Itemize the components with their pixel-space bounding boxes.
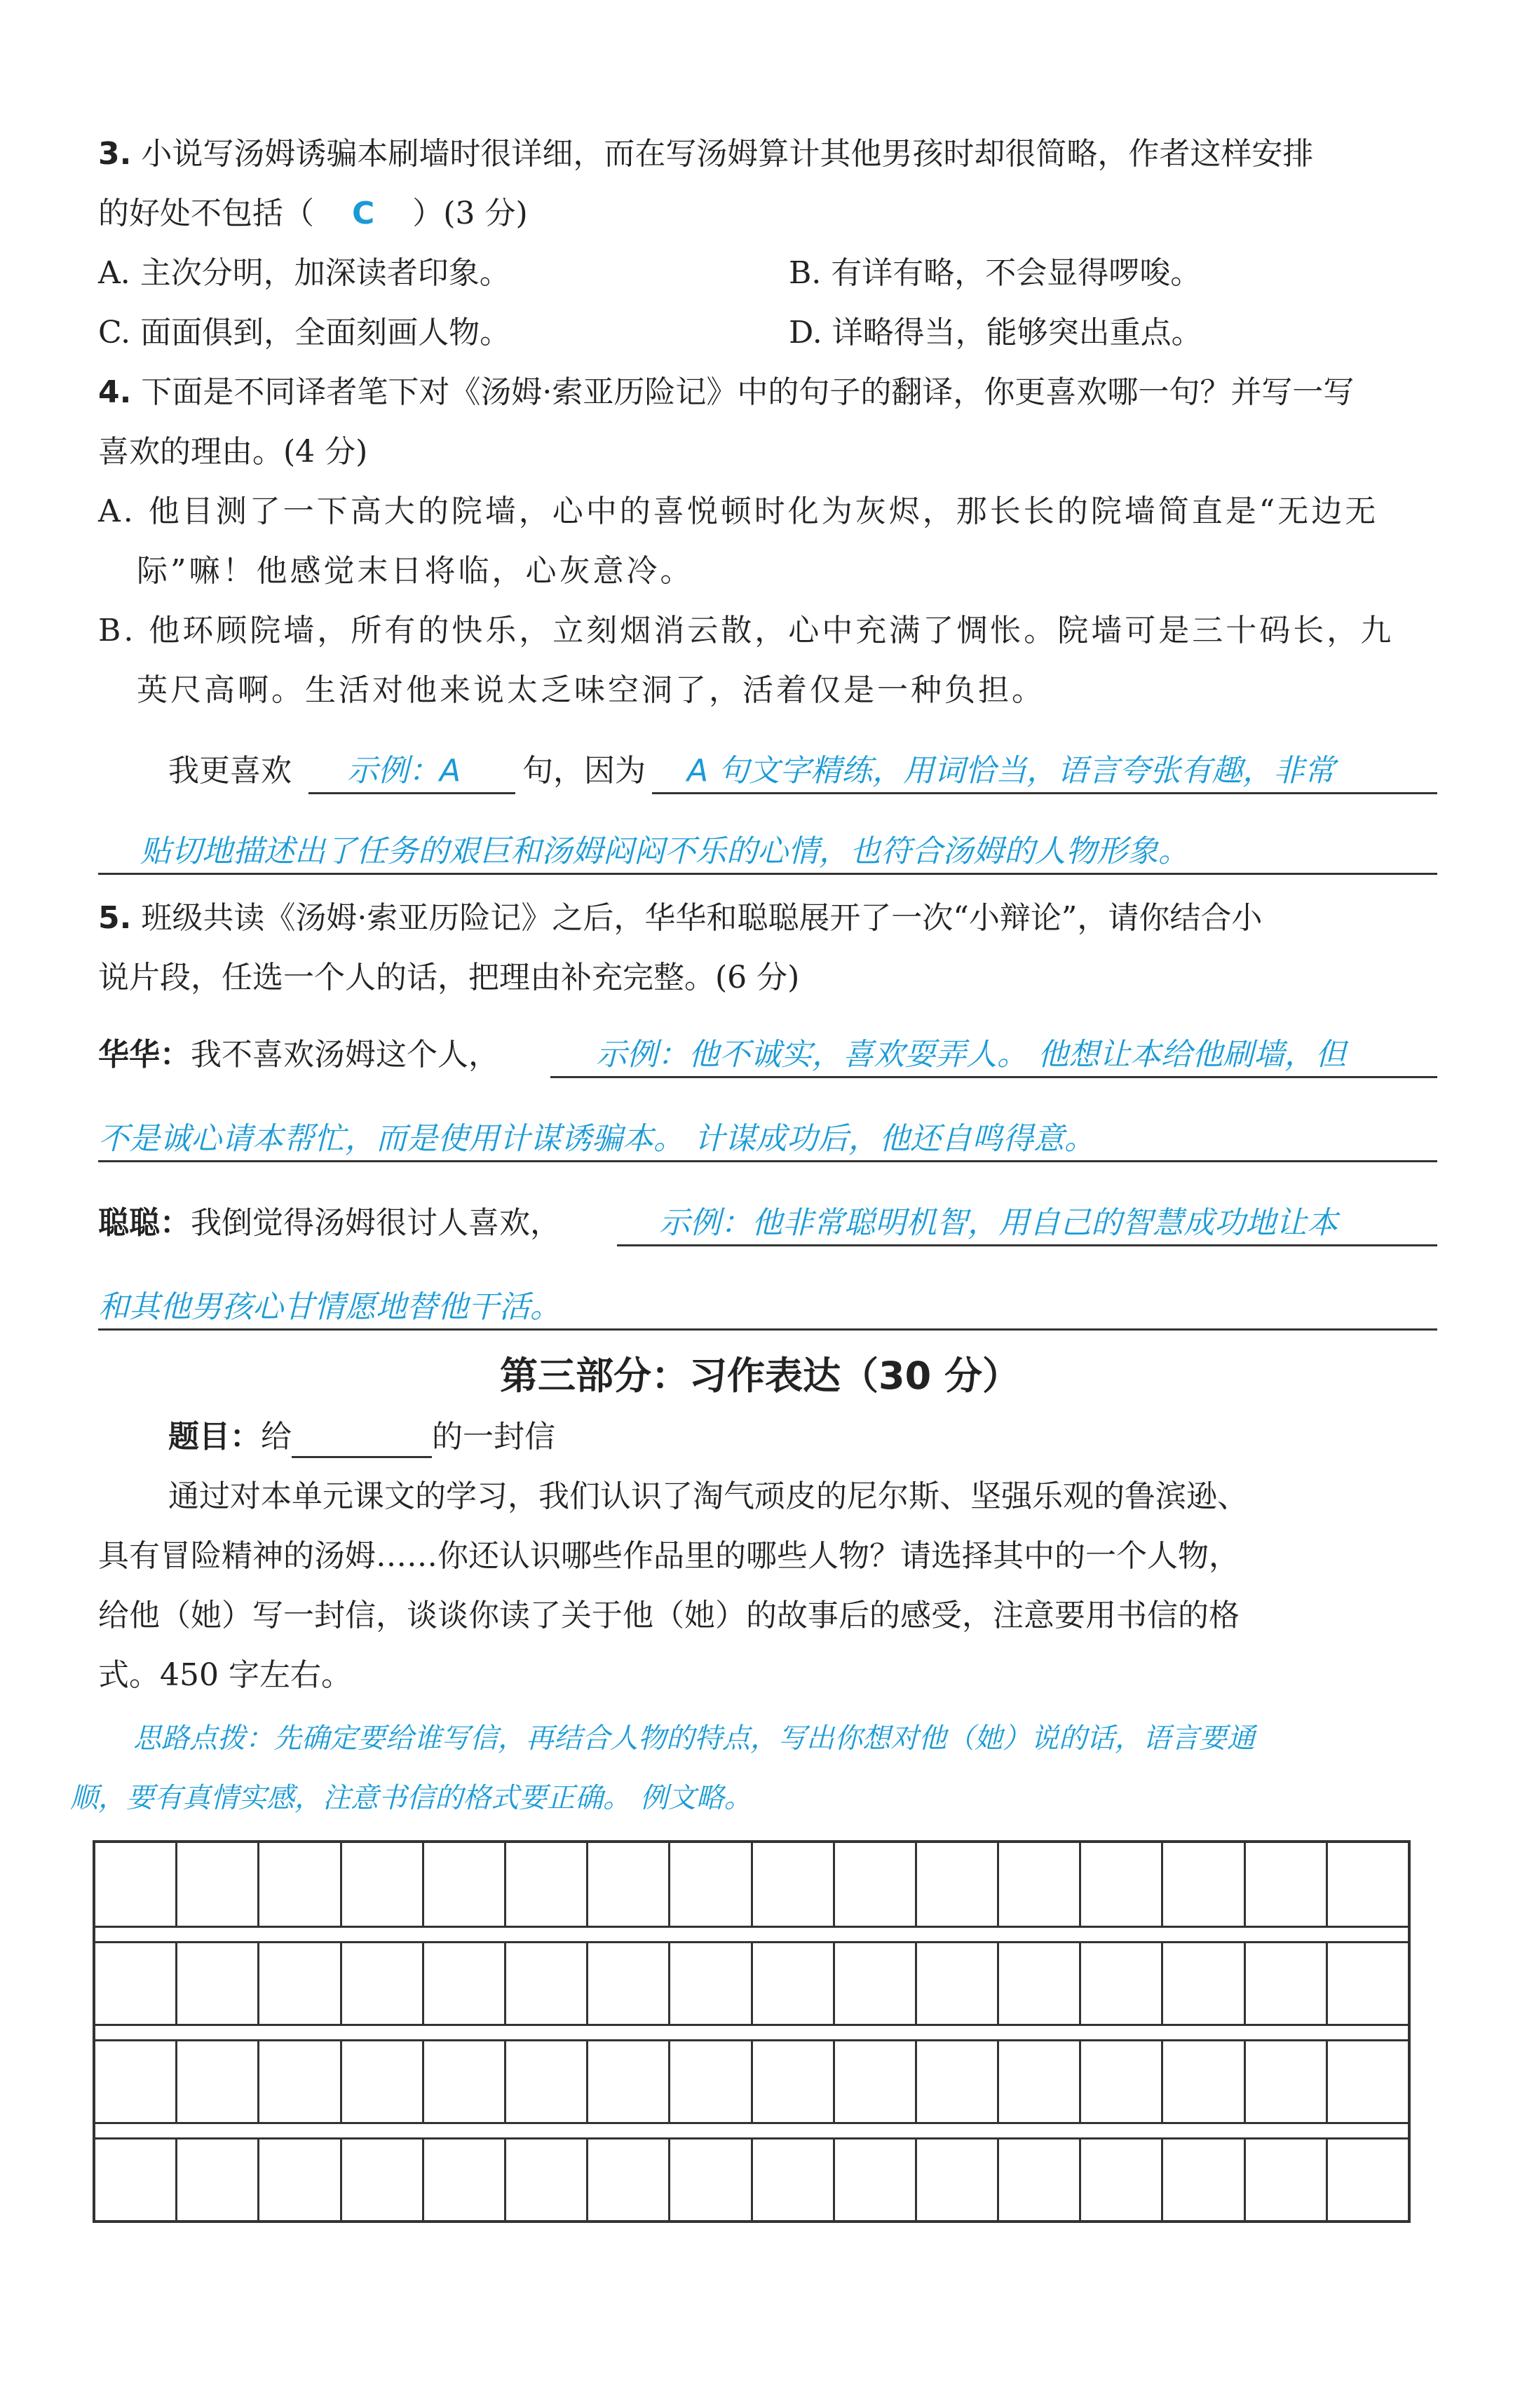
grid-cell[interactable]	[586, 2140, 668, 2220]
grid-cell[interactable]	[422, 2041, 504, 2122]
grid-cell[interactable]	[915, 2041, 997, 2122]
q3-number: 3.	[98, 136, 132, 172]
part3-topic-blank	[292, 1425, 432, 1458]
grid-cell[interactable]	[422, 1843, 504, 1926]
grid-row[interactable]	[95, 2039, 1408, 2122]
q3-stem-2b: ）(3 分)	[412, 196, 528, 231]
grid-cell[interactable]	[586, 1943, 668, 2024]
q5-number: 5.	[98, 900, 132, 936]
q5-congcong-answer-2: 和其他男孩心甘情愿地替他干活。	[98, 1289, 561, 1325]
grid-cell[interactable]	[586, 2041, 668, 2122]
grid-cell[interactable]	[1161, 1943, 1243, 2024]
q5-stem-1: 班级共读《汤姆·索亚历险记》之后，华华和聪聪展开了一次“小辩论”，请你结合小	[141, 900, 1263, 936]
q5-huahua-name: 华华：	[98, 1037, 191, 1073]
grid-cell[interactable]	[175, 2140, 257, 2220]
grid-cell[interactable]	[340, 1843, 422, 1926]
grid-cell[interactable]	[751, 2041, 833, 2122]
q3-stem-2a: 的好处不包括（	[98, 196, 314, 231]
grid-cell[interactable]	[1161, 2140, 1243, 2220]
grid-cell[interactable]	[1326, 1843, 1408, 1926]
grid-cell[interactable]	[1079, 2140, 1161, 2220]
q5-huahua-answer-2: 不是诚心请本帮忙，而是使用计谋诱骗本。 计谋成功后，他还自鸣得意。	[98, 1121, 1095, 1157]
grid-cell[interactable]	[504, 2140, 586, 2220]
q5-congcong-name: 聪聪：	[98, 1205, 191, 1241]
q4-reason-line1: A 句文字精练，用词恰当，语言夸张有趣，非常	[687, 753, 1336, 789]
part3-topic-a: 给	[261, 1419, 292, 1455]
grid-cell[interactable]	[422, 2140, 504, 2220]
grid-gap	[95, 2024, 1408, 2039]
grid-gap	[95, 2122, 1408, 2137]
grid-cell[interactable]	[1244, 1843, 1326, 1926]
grid-cell[interactable]	[1244, 2140, 1326, 2220]
part3-title: 第三部分：习作表达（30 分）	[500, 1354, 1020, 1398]
grid-cell[interactable]	[1244, 2041, 1326, 2122]
part3-hint-line1: 思路点拨：先确定要给谁写信，再结合人物的特点，写出你想对他（她）说的话，语言要通	[133, 1722, 1255, 1755]
q4-prefer-mid: 句，因为	[522, 753, 646, 789]
grid-cell[interactable]	[751, 2140, 833, 2220]
grid-cell[interactable]	[915, 1843, 997, 1926]
grid-cell[interactable]	[95, 1843, 175, 1926]
q4-number: 4.	[98, 374, 132, 410]
part3-topic-label: 题目：	[168, 1419, 261, 1455]
q3-answer: C	[352, 196, 375, 231]
part3-hint-line2: 顺，要有真情实感，注意书信的格式要正确。 例文略。	[70, 1782, 752, 1814]
writing-grid[interactable]	[93, 1840, 1411, 2223]
grid-cell[interactable]	[95, 2041, 175, 2122]
grid-cell[interactable]	[1161, 1843, 1243, 1926]
grid-cell[interactable]	[997, 1843, 1079, 1926]
q3-line1	[98, 133, 1436, 175]
grid-cell[interactable]	[833, 1843, 915, 1926]
grid-cell[interactable]	[997, 2140, 1079, 2220]
grid-cell[interactable]	[340, 2140, 422, 2220]
q4-prefer-prefix: 我更喜欢	[168, 753, 292, 789]
grid-cell[interactable]	[997, 2041, 1079, 2122]
q4-option-b-line1: B. 他环顾院墙，所有的快乐，立刻烟消云散，心中充满了惆怅。院墙可是三十码长，九	[98, 613, 1395, 648]
grid-cell[interactable]	[1326, 2140, 1408, 2220]
part3-topic-b: 的一封信	[432, 1419, 555, 1455]
q3-option-d: D. 详略得当，能够突出重点。	[789, 315, 1202, 351]
part3-paragraph-2: 具有冒险精神的汤姆……你还认识哪些作品里的哪些人物？请选择其中的一个人物，	[98, 1538, 1240, 1574]
grid-cell[interactable]	[504, 1843, 586, 1926]
q3-line2	[98, 193, 1436, 235]
grid-cell[interactable]	[997, 1943, 1079, 2024]
q3-option-a: A. 主次分明，加深读者印象。	[98, 255, 510, 291]
q5-congcong-text: 我倒觉得汤姆很讨人喜欢，	[191, 1205, 561, 1241]
grid-cell[interactable]	[340, 1943, 422, 2024]
grid-cell[interactable]	[586, 1843, 668, 1926]
grid-cell[interactable]	[1326, 1943, 1408, 2024]
q4-stem-1: 下面是不同译者笔下对《汤姆·索亚历险记》中的句子的翻译，你更喜欢哪一句？并写一写	[141, 374, 1355, 410]
grid-cell[interactable]	[1079, 2041, 1161, 2122]
grid-cell[interactable]	[833, 2041, 915, 2122]
q4-option-a-line1: A. 他目测了一下高大的院墙，心中的喜悦顿时化为灰烬，那长长的院墙简直是“无边无	[98, 494, 1379, 529]
part3-paragraph-1: 通过对本单元课文的学习，我们认识了淘气顽皮的尼尔斯、坚强乐观的鲁滨逊、	[168, 1478, 1248, 1514]
q5-congcong-answer-1: 示例：他非常聪明机智，用自己的智慧成功地让本	[659, 1205, 1338, 1241]
grid-cell[interactable]	[833, 2140, 915, 2220]
grid-cell[interactable]	[668, 2140, 750, 2220]
grid-gap	[95, 1926, 1408, 1941]
q3-option-b: B. 有详有略，不会显得啰唆。	[789, 255, 1202, 291]
q4-reason-line2: 贴切地描述出了任务的艰巨和汤姆闷闷不乐的心情，也符合汤姆的人物形象。	[140, 834, 1189, 869]
q4-option-b-line2: 英尺高啊。生活对他来说太乏味空洞了，活着仅是一种负担。	[137, 672, 1045, 708]
grid-cell[interactable]	[257, 1943, 339, 2024]
grid-cell[interactable]	[175, 1843, 257, 1926]
q5-line1	[98, 897, 1436, 939]
grid-cell[interactable]	[668, 2041, 750, 2122]
grid-cell[interactable]	[1079, 1943, 1161, 2024]
q5-stem-2: 说片段，任选一个人的话，把理由补充完整。(6 分)	[98, 960, 800, 995]
grid-row[interactable]	[95, 1941, 1408, 2024]
part3-topic-line	[168, 1416, 1436, 1458]
grid-cell[interactable]	[751, 1843, 833, 1926]
grid-cell[interactable]	[504, 1943, 586, 2024]
grid-cell[interactable]	[257, 2140, 339, 2220]
grid-cell[interactable]	[1326, 2041, 1408, 2122]
q4-prefer-answer: 示例：A	[347, 753, 461, 789]
q3-option-c: C. 面面俱到，全面刻画人物。	[98, 315, 511, 351]
grid-cell[interactable]	[175, 2041, 257, 2122]
grid-cell[interactable]	[1079, 1843, 1161, 1926]
grid-cell[interactable]	[504, 2041, 586, 2122]
grid-cell[interactable]	[422, 1943, 504, 2024]
q5-huahua-answer-1: 示例：他不诚实，喜欢耍弄人。 他想让本给他刷墙，但	[596, 1037, 1346, 1073]
grid-cell[interactable]	[833, 1943, 915, 2024]
grid-cell[interactable]	[175, 1943, 257, 2024]
grid-cell[interactable]	[1161, 2041, 1243, 2122]
grid-cell[interactable]	[751, 1943, 833, 2024]
grid-cell[interactable]	[1244, 1943, 1326, 2024]
grid-cell[interactable]	[340, 2041, 422, 2122]
grid-row[interactable]	[95, 2137, 1408, 2220]
grid-cell[interactable]	[95, 1943, 175, 2024]
part3-paragraph-3: 给他（她）写一封信，谈谈你读了关于他（她）的故事后的感受，注意要用书信的格	[98, 1598, 1240, 1633]
grid-cell[interactable]	[915, 2140, 997, 2220]
grid-row[interactable]	[95, 1843, 1408, 1926]
grid-cell[interactable]	[915, 1943, 997, 2024]
grid-cell[interactable]	[95, 2140, 175, 2220]
grid-cell[interactable]	[668, 1943, 750, 2024]
q4-line1	[98, 372, 1436, 414]
grid-cell[interactable]	[668, 1843, 750, 1926]
q3-stem-1: 小说写汤姆诱骗本刷墙时很详细，而在写汤姆算计其他男孩时却很简略，作者这样安排	[141, 136, 1314, 172]
q4-stem-2: 喜欢的理由。(4 分)	[98, 434, 368, 470]
part3-paragraph-4: 式。450 字左右。	[98, 1657, 352, 1693]
q5-huahua-text: 我不喜欢汤姆这个人，	[191, 1037, 499, 1073]
grid-cell[interactable]	[257, 2041, 339, 2122]
grid-cell[interactable]	[257, 1843, 339, 1926]
q4-option-a-line2: 际”嘛！他感觉末日将临，心灰意冷。	[137, 553, 694, 589]
